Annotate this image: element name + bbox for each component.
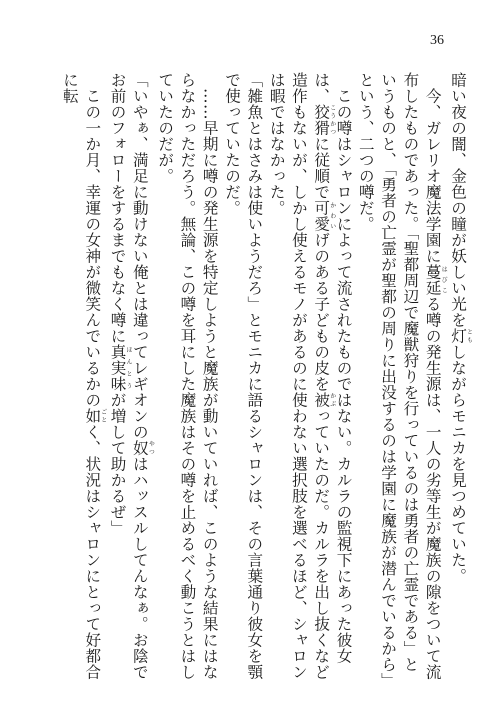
ruby-base: 奴 (130, 440, 149, 456)
text-run: に従順で (312, 136, 331, 200)
text-run: はハッスルしてんなぁ。お陰でお前のフォローをするまでもなく噂に (108, 72, 149, 680)
ruby-reading: やつ (147, 440, 155, 456)
ruby-word (108, 344, 133, 392)
ruby-reading: ごと (99, 407, 107, 424)
text-run: しながらモニカを見つめていた。 (449, 344, 467, 584)
ruby-word (130, 440, 155, 456)
text-run: る噂の発生源は、一人の劣等生が魔族の隙をついて流布したものであった。「聖都周辺で魔獣狩りを行っているのは勇者の亡霊である」というものと、「勇者の亡霊が聖都の周りに出没するのは学園に魔族が潜んでいるから」という、二つの噂だ。 (356, 72, 442, 681)
ruby-reading: かわい (328, 200, 336, 232)
vertical-text-body (28, 72, 472, 682)
ruby-base: 被 (312, 392, 331, 408)
paragraph (154, 72, 221, 682)
ruby-reading: かぶ (328, 392, 336, 408)
ruby-word (83, 407, 107, 424)
text-run: 今、ガレリオ魔法学園に (423, 87, 442, 264)
ruby-base: 蔓延 (423, 263, 442, 296)
text-run: 暗い夜の闇、金色の瞳が妖しい光を (449, 72, 467, 328)
text-run: この一か月、幸運の女神が微笑んでいるかの (83, 87, 102, 408)
text-run: が増して助かるぜ」 (108, 392, 127, 536)
ruby-word (312, 200, 336, 232)
page-number: 36 (430, 33, 444, 48)
ruby-base: 灯 (449, 328, 467, 344)
ruby-word (312, 392, 336, 408)
paragraph (355, 72, 447, 682)
ruby-base: 如 (83, 407, 102, 424)
ruby-reading: ほんとう (125, 344, 133, 392)
text-run: 「いやぁ、満足に動けない俺とは違ってレギオンの (130, 72, 149, 440)
ruby-word (449, 328, 472, 344)
paragraph (265, 72, 354, 682)
text-run: く、状況はシャロンにとって好都合に転 (60, 72, 102, 680)
text-run: げのある子どもの皮を (312, 232, 331, 392)
ruby-reading: はびこ (440, 263, 448, 296)
text-run: ……早期に噂の発生源を特定しようと魔族が動いていれば、このような結果にはならなかっただろう。無論、この噂を耳にした魔族はその噂を止めるべく動こうとはしていたのだが。 (156, 72, 219, 680)
paragraph (106, 72, 154, 682)
paragraph (59, 72, 107, 682)
paragraph (447, 72, 472, 682)
ruby-reading: とも (465, 328, 472, 344)
ruby-word (312, 104, 336, 136)
text-run: 「雑魚とはさみは使いようだろ」とモニカに語るシャロンは、その言葉通り彼女を顎で使っていたのだ。 (223, 72, 264, 680)
paragraph (221, 72, 266, 682)
ruby-word (423, 263, 448, 296)
ruby-base: 狡猾 (312, 104, 331, 136)
text-run: っていたのだ。カルラを出し抜くなど造作もないが、しかし使えるモノがあるのに使わない選択肢を選べるほど、シャロンは暇ではなかった。 (267, 72, 331, 680)
text-run: この噂はシャロンによって流されたものではない。カルラの監視下にあった彼女は、 (312, 72, 353, 664)
ruby-reading: こうかつ (328, 104, 336, 136)
ruby-base: 真実味 (108, 344, 127, 392)
ruby-base: 可愛 (312, 200, 331, 232)
